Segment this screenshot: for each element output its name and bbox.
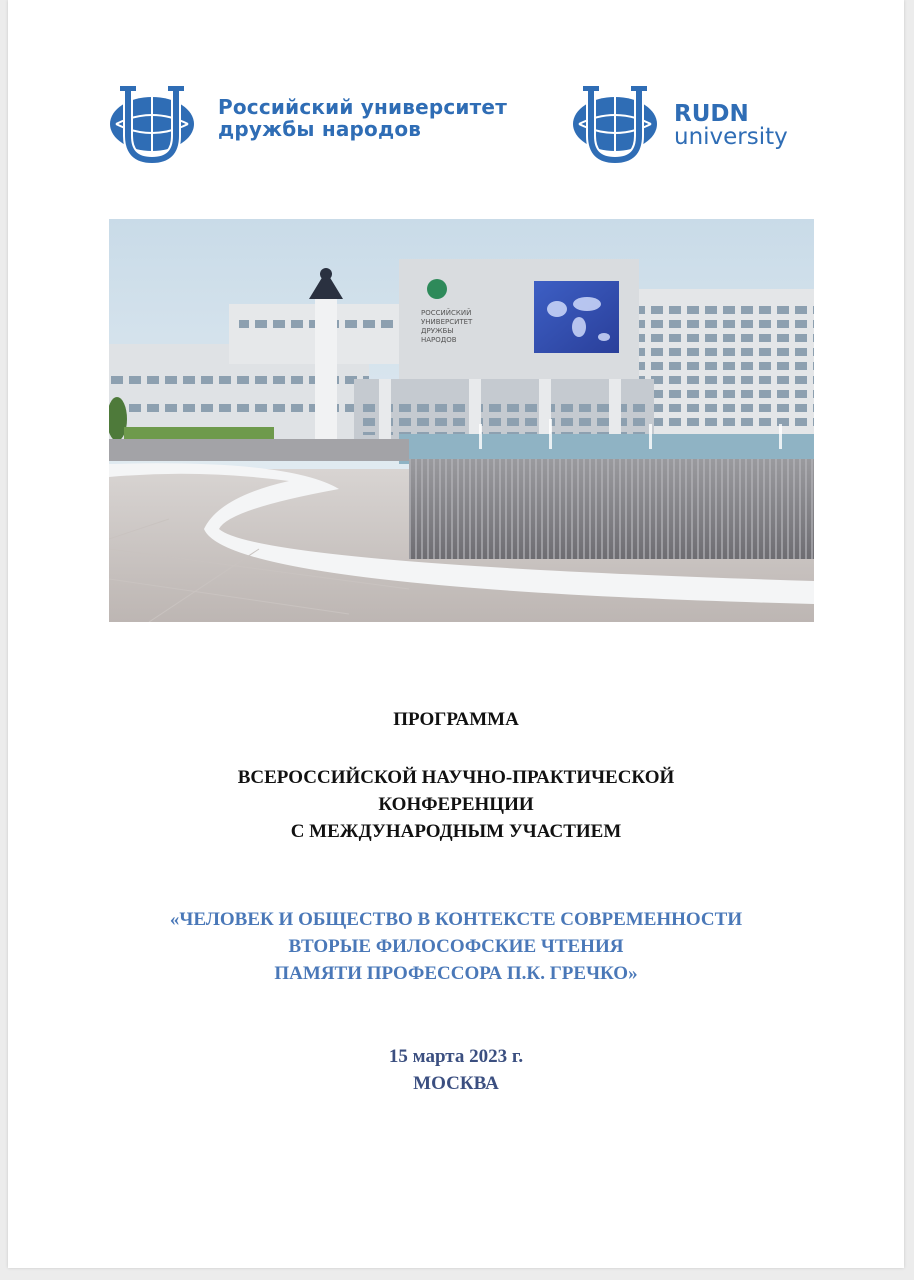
rudn-logo-russian xyxy=(108,84,528,164)
conference-date-place xyxy=(8,1043,904,1097)
facade-sign-line-1: РОССИЙСКИЙ xyxy=(421,309,472,317)
conference-title-line-2: ВТОРЫЕ ФИЛОСОФСКИЕ ЧТЕНИЯ xyxy=(288,936,624,957)
rudn-globe-emblem-icon xyxy=(108,84,204,164)
conference-type xyxy=(8,764,904,845)
program-heading: ПРОГРАММА xyxy=(393,709,519,730)
campus-photo xyxy=(109,219,814,622)
logo-ru-line-2: дружбы народов xyxy=(218,117,422,141)
rudn-logo-english xyxy=(571,84,816,164)
conference-title-line-3: ПАМЯТИ ПРОФЕССОРА П.К. ГРЕЧКО» xyxy=(274,963,638,984)
logo-en-line-2: university xyxy=(674,124,788,150)
facade-sign-line-2: УНИВЕРСИТЕТ xyxy=(421,318,473,326)
conference-date: 15 марта 2023 г. xyxy=(388,1046,524,1067)
conference-city: МОСКВА xyxy=(413,1073,499,1094)
conference-type-line-2: КОНФЕРЕНЦИИ xyxy=(378,794,534,815)
logo-en-line-1: RUDN xyxy=(674,101,749,127)
conference-title xyxy=(8,906,904,987)
document-page xyxy=(8,0,904,1268)
logo-ru-line-1: Российский университет xyxy=(218,95,507,119)
conference-type-line-3: С МЕЖДУНАРОДНЫМ УЧАСТИЕМ xyxy=(290,821,622,842)
logo-text-ru xyxy=(218,96,507,140)
facade-sign-line-3: ДРУЖБЫ xyxy=(421,327,454,335)
conference-title-line-1: «ЧЕЛОВЕК И ОБЩЕСТВО В КОНТЕКСТЕ СОВРЕМЕННОСТИ xyxy=(169,909,743,930)
facade-sign-line-4: НАРОДОВ xyxy=(421,336,457,344)
conference-type-line-1: ВСЕРОССИЙСКОЙ НАУЧНО-ПРАКТИЧЕСКОЙ xyxy=(237,767,675,788)
rudn-globe-emblem-icon xyxy=(571,84,667,164)
